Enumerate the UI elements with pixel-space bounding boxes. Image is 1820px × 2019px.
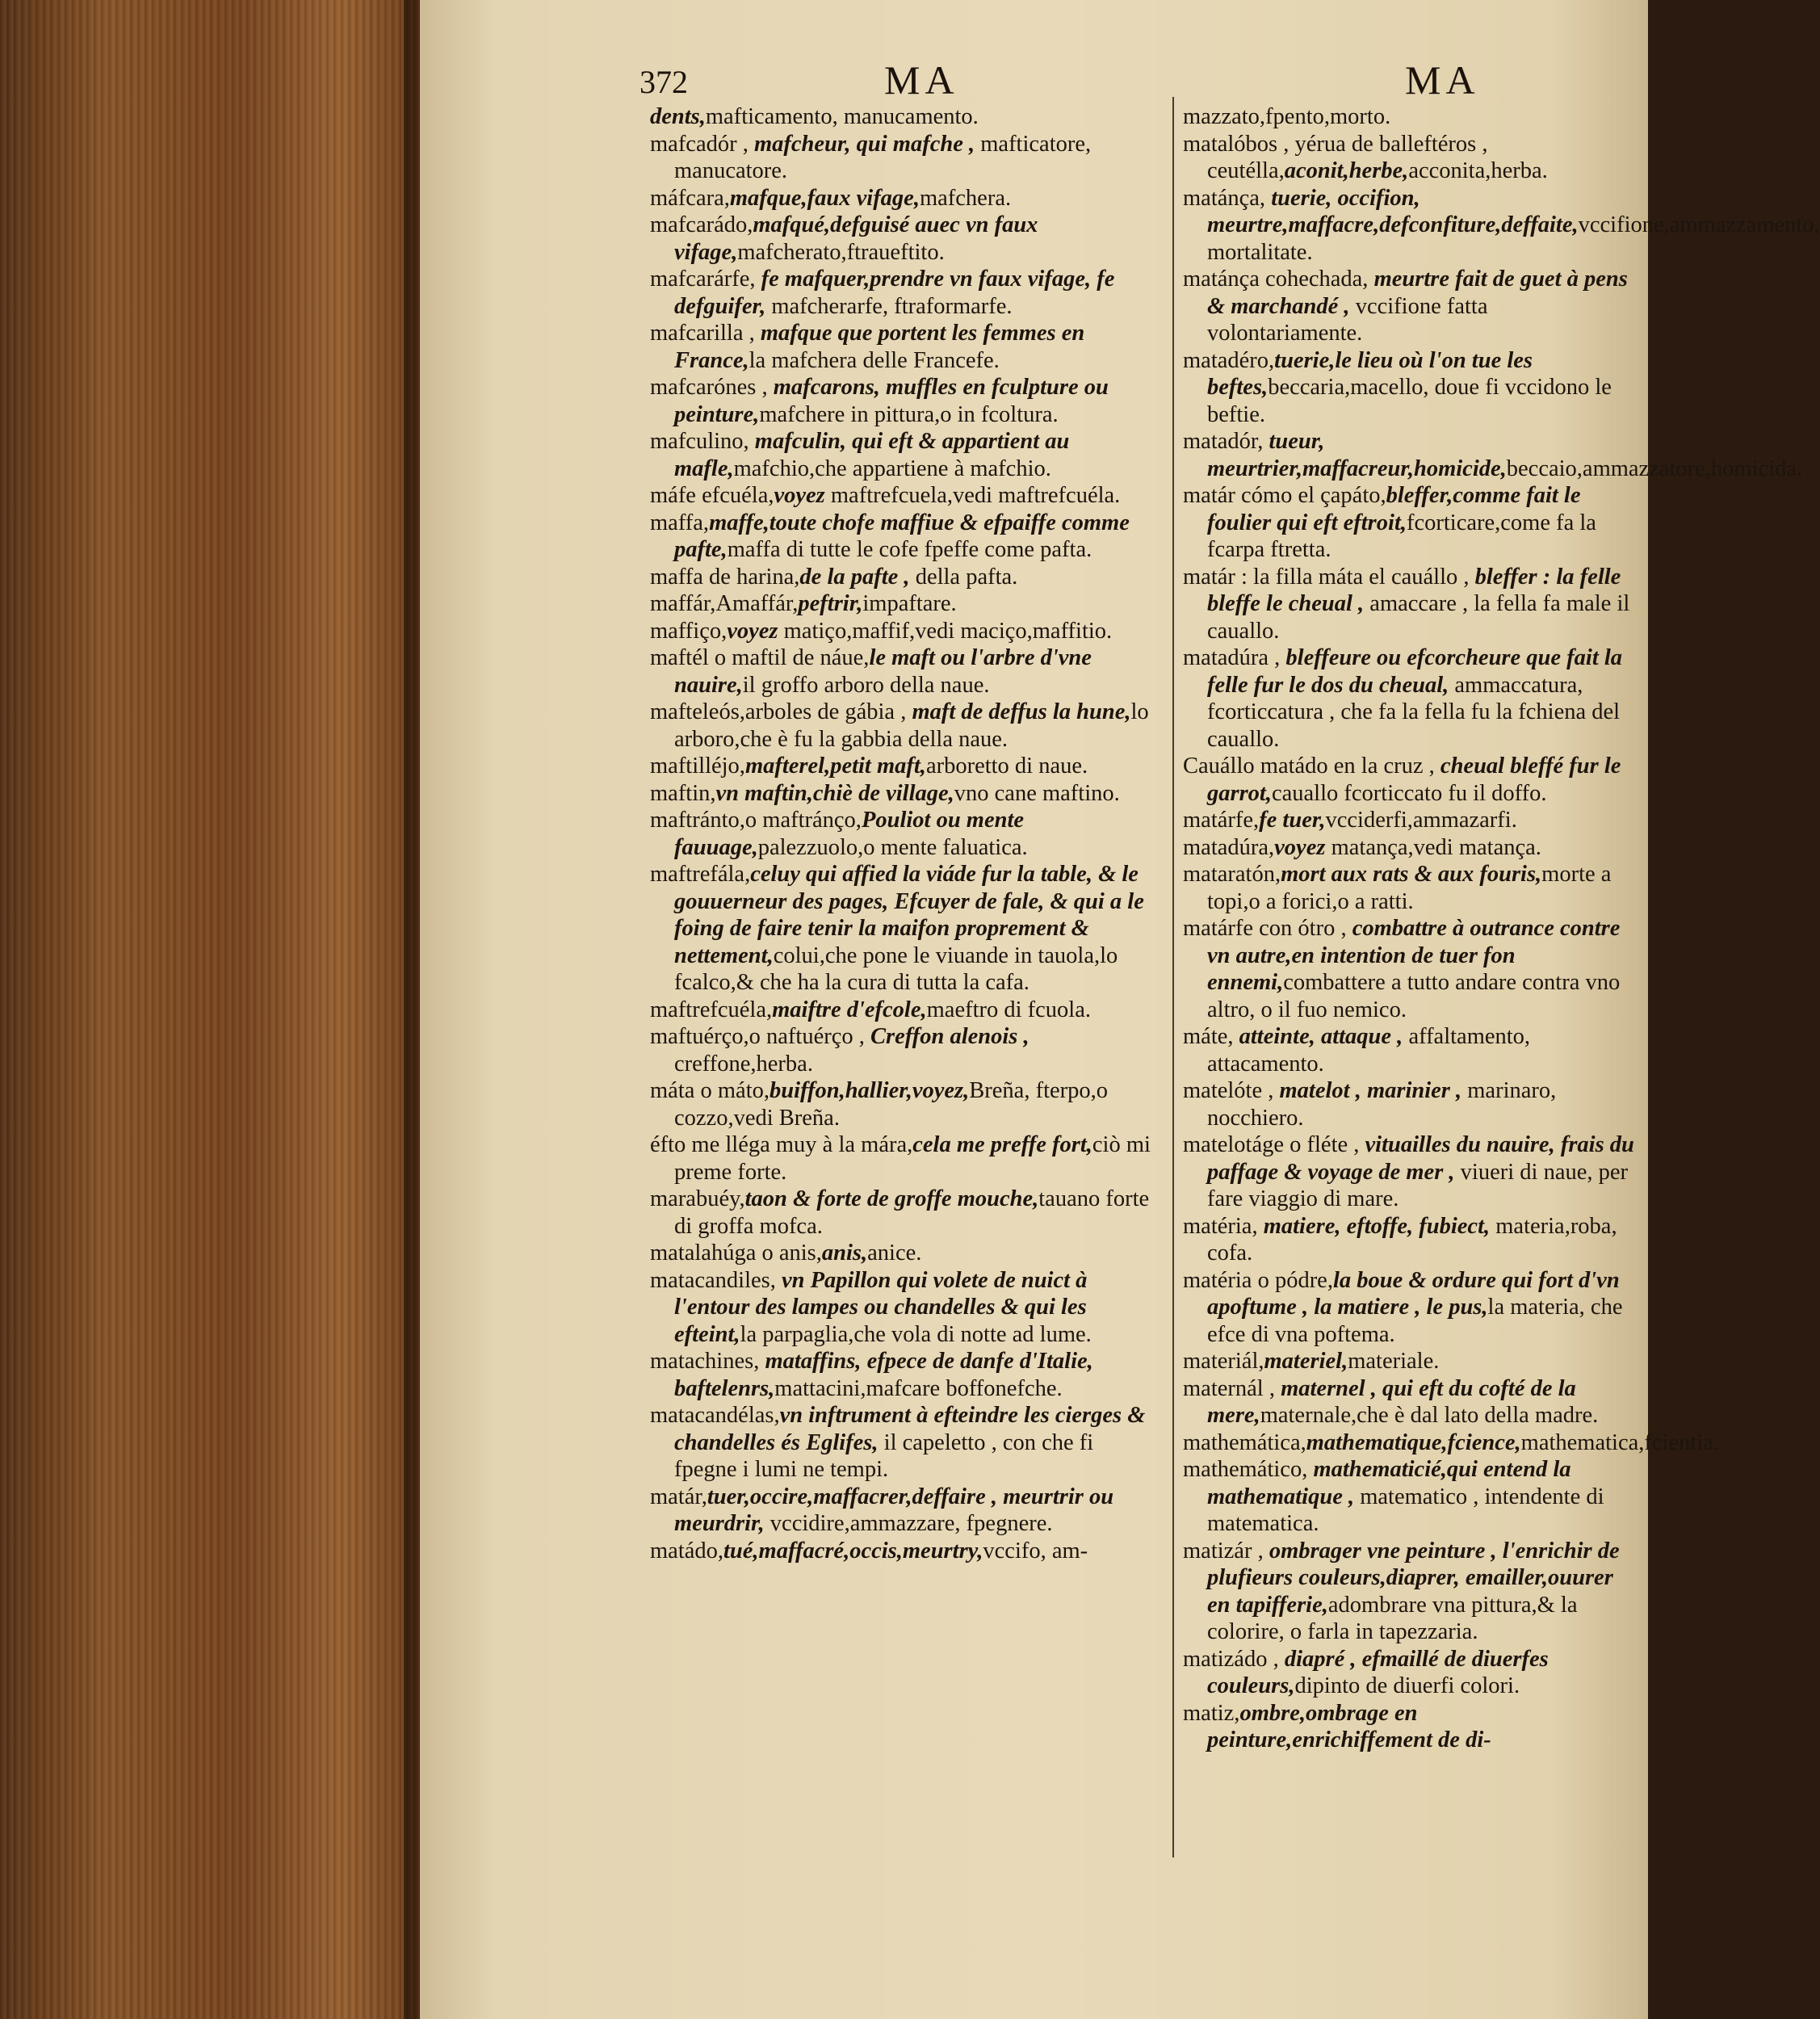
dictionary-entry xyxy=(650,618,1155,645)
french-gloss: tueur, meurtrier,maffacreur,homicide, xyxy=(1207,429,1507,481)
spanish-headword: matacandiles, xyxy=(650,1267,782,1293)
french-gloss: bleffer : la felle bleffe le cheual , xyxy=(1207,564,1621,616)
dictionary-entry xyxy=(650,482,1155,510)
spanish-headword: matelotáge o fléte , xyxy=(1183,1132,1365,1157)
dictionary-entry xyxy=(650,644,1155,699)
italian-gloss: beccaria,macello, doue fi vccidono le beftie. xyxy=(1207,375,1612,427)
dictionary-entry xyxy=(1183,1538,1635,1646)
french-gloss: le maft ou l'arbre d'vne nauire, xyxy=(674,645,1092,698)
italian-gloss: la mafchera delle Francefe. xyxy=(749,347,1000,373)
french-gloss: mafculin, qui eft & appartient au mafle, xyxy=(674,429,1070,481)
spanish-headword: maffiço, xyxy=(650,618,728,644)
spanish-headword: matárfe, xyxy=(1183,808,1260,833)
dictionary-entry xyxy=(1183,753,1635,807)
dictionary-entry xyxy=(1183,347,1635,429)
italian-gloss: dipinto de diuerfi colori. xyxy=(1294,1673,1520,1698)
dictionary-entry xyxy=(650,103,1155,131)
french-gloss: ombrager vne peinture , l'enrichir de plufieurs couleurs,diaprer, emailler,ouurer en tapifferie, xyxy=(1207,1538,1620,1618)
french-gloss: combattre à outrance contre vn autre,en intention de tuer fon ennemi, xyxy=(1207,916,1621,995)
italian-gloss: fcorticare,come fa la fcarpa ftretta. xyxy=(1207,510,1596,562)
italian-gloss: vccifione fatta volontariamente. xyxy=(1207,293,1488,346)
french-gloss: de la pafte , xyxy=(799,564,916,590)
french-gloss: dents, xyxy=(650,104,706,129)
dictionary-page xyxy=(420,0,1820,2019)
spanish-headword: matárfe con ótro , xyxy=(1183,916,1352,941)
dictionary-entry xyxy=(1183,644,1635,753)
dictionary-entry xyxy=(1183,1700,1635,1754)
italian-gloss: la materia, che efce di vna poftema. xyxy=(1207,1295,1623,1347)
french-gloss: tuer,occire,maffacrer,deffaire , meurtrir ou meurdrir, xyxy=(674,1484,1114,1536)
french-gloss: vituailles du nauire, frais du paffage & voyage de mer , xyxy=(1207,1132,1634,1185)
dictionary-entry xyxy=(1183,1456,1635,1538)
italian-gloss: ciò mi preme forte. xyxy=(674,1132,1151,1185)
french-gloss: Pouliot ou mente fauuage, xyxy=(674,808,1025,860)
dictionary-entry xyxy=(1183,131,1635,185)
spanish-headword: matizádo , xyxy=(1183,1646,1285,1672)
italian-gloss: morte a topi,o a forici,o a ratti. xyxy=(1207,862,1612,914)
spanish-headword: matár cómo el çapáto, xyxy=(1183,483,1386,508)
running-head-left: MA xyxy=(884,57,959,103)
dictionary-entry xyxy=(650,1484,1155,1538)
spanish-headword: máfe efcuéla, xyxy=(650,483,774,508)
italian-gloss: maftrefcuela,vedi maftrefcuéla. xyxy=(830,483,1121,508)
spanish-headword: matár : la filla máta el cauállo , xyxy=(1183,564,1475,590)
dictionary-entry xyxy=(1183,1429,1719,1457)
spanish-headword: matiz, xyxy=(1183,1700,1240,1726)
dictionary-entry xyxy=(650,590,1155,618)
french-gloss: voyez xyxy=(1274,834,1331,860)
italian-gloss: beccaio,ammazzatore,homicida. xyxy=(1506,455,1803,481)
dictionary-entry xyxy=(650,428,1155,482)
italian-gloss: materia,roba, cofa. xyxy=(1207,1213,1617,1266)
french-gloss: mathematique,fcience, xyxy=(1306,1429,1521,1455)
dictionary-entry xyxy=(650,1240,1155,1267)
italian-gloss: affaltamento, attacamento. xyxy=(1207,1024,1531,1077)
italian-gloss: vcciderfi,ammazarfi. xyxy=(1325,808,1517,833)
spanish-headword: matadúra , xyxy=(1183,645,1286,670)
dictionary-entry xyxy=(650,1538,1155,1565)
french-gloss: aconit,herbe, xyxy=(1284,158,1409,183)
spanish-headword: matadéro, xyxy=(1183,347,1275,373)
french-gloss: peftrir, xyxy=(798,591,863,616)
italian-gloss: la parpaglia,che vola di notte ad lume. xyxy=(740,1321,1092,1347)
italian-gloss: mattacini,mafcare boffonefche. xyxy=(774,1375,1063,1401)
dictionary-entry xyxy=(650,1402,1155,1484)
dictionary-entry xyxy=(650,997,1155,1024)
italian-gloss: mafticamento, manucamento. xyxy=(705,104,979,129)
spanish-headword: maffa de harina, xyxy=(650,564,800,590)
italian-gloss: mafchera. xyxy=(919,185,1012,211)
italian-gloss: della pafta. xyxy=(915,564,1018,590)
french-gloss: mathematicié,qui entend la mathematique , xyxy=(1207,1457,1571,1509)
dictionary-entry xyxy=(1183,103,1635,131)
spanish-headword: matachines, xyxy=(650,1349,765,1374)
dictionary-entry xyxy=(650,1077,1155,1131)
french-gloss: mafque,faux vifage, xyxy=(729,185,920,211)
spanish-headword: mathemática, xyxy=(1183,1429,1306,1455)
italian-gloss: vccifione,ammazzamento, mortalitate. xyxy=(1207,212,1820,265)
dictionary-entry xyxy=(650,861,1155,997)
french-gloss: voyez xyxy=(727,618,784,644)
dictionary-entry xyxy=(650,564,1155,591)
italian-gloss: tauano forte di groffa mofca. xyxy=(674,1186,1150,1239)
spanish-headword: mafcarónes , xyxy=(650,375,774,400)
spanish-headword: matéria o pódre, xyxy=(1183,1267,1333,1293)
spanish-headword: maftuérço,o naftuérço , xyxy=(650,1024,870,1049)
spanish-headword: maftilléjo, xyxy=(650,753,745,779)
italian-gloss: adombrare vna pittura,& la colorire, o farla in tapezzaria. xyxy=(1207,1592,1578,1644)
dictionary-entry xyxy=(1183,861,1635,915)
dictionary-entry xyxy=(650,131,1155,185)
running-head-right: MA xyxy=(1405,57,1480,103)
french-gloss: matiere, eftoffe, fubiect, xyxy=(1263,1213,1496,1239)
spanish-headword: Cauállo matádo en la cruz , xyxy=(1183,753,1440,779)
dictionary-entry xyxy=(650,212,1155,266)
spanish-headword: matánça cohechada, xyxy=(1183,267,1374,292)
spanish-headword: éfto me lléga muy à la mára, xyxy=(650,1132,913,1157)
italian-gloss: combattere a tutto andare contra vno altro, o il fuo nemico. xyxy=(1207,970,1621,1022)
dictionary-entry xyxy=(1183,1375,1635,1429)
dictionary-entry xyxy=(650,807,1155,861)
french-gloss: atteinte, attaque , xyxy=(1239,1024,1409,1049)
spanish-headword: mafcarádo, xyxy=(650,212,753,237)
french-gloss: mafcheur, qui mafche , xyxy=(753,131,981,157)
french-gloss: vn maftin,chiè de village, xyxy=(715,780,954,806)
italian-gloss: amaccare , la fella fa male il cauallo. xyxy=(1207,591,1630,644)
spanish-headword: maffár,Amaffár, xyxy=(650,591,799,616)
spanish-headword: matalóbos , yérua de balleftéros , ceutélla, xyxy=(1183,131,1488,183)
french-gloss: maternel , qui eft du cofté de la mere, xyxy=(1207,1375,1576,1428)
italian-gloss: creffone,herba. xyxy=(674,1051,813,1077)
italian-gloss: materiale. xyxy=(1348,1349,1440,1374)
french-gloss: buiffon,hallier,voyez, xyxy=(770,1078,970,1103)
french-gloss: ombre,ombrage en peinture,enrichiffement de di- xyxy=(1207,1700,1491,1752)
italian-gloss: mazzato,fpento,morto. xyxy=(1183,104,1391,129)
dictionary-entry xyxy=(650,1267,1155,1349)
spanish-headword: maftin, xyxy=(650,780,716,806)
italian-gloss: mafcherato,ftraueftito. xyxy=(737,239,945,265)
italian-gloss: vccidire,ammazzare, fpegnere. xyxy=(770,1511,1053,1536)
italian-gloss: arboretto di naue. xyxy=(925,753,1088,779)
french-gloss: maffe,toute chofe maffiue & efpaiffe comme pafte, xyxy=(674,510,1130,562)
french-gloss: fe mafquer,prendre vn faux vifage, fe defguifer, xyxy=(674,267,1115,319)
french-gloss: cheual bleffé fur le garrot, xyxy=(1207,753,1621,806)
right-column xyxy=(1183,103,1820,1754)
french-gloss: bleffer,comme fait le foulier qui eft eftroit, xyxy=(1207,483,1581,535)
spanish-headword: mafcarilla , xyxy=(650,321,761,346)
french-gloss: bleffeure ou efcorcheure que fait la felle fur le dos du cheual, xyxy=(1207,645,1623,698)
spanish-headword: maffa, xyxy=(650,510,710,535)
french-gloss: maiftre d'efcole, xyxy=(772,997,927,1022)
dictionary-entry xyxy=(650,1348,1155,1402)
spanish-headword: maftrefcuéla, xyxy=(650,997,773,1022)
french-gloss: tuerie, occifion, meurtre,maffacre,defconfiture,deffaite, xyxy=(1207,185,1579,237)
french-gloss: mafque que portent les femmes en France, xyxy=(674,321,1085,373)
spanish-headword: mataratón, xyxy=(1183,862,1281,887)
french-gloss: la boue & ordure qui fort d'vn apoftume , la matiere , le pus, xyxy=(1207,1267,1620,1320)
italian-gloss: il capeletto , con che fi fpegne i lumi ne tempi. xyxy=(674,1429,1094,1482)
spanish-headword: matadór, xyxy=(1183,429,1269,454)
spanish-headword: marabuéy, xyxy=(650,1186,745,1211)
spanish-headword: mafculino, xyxy=(650,429,755,454)
italian-gloss: mafticatore, manucatore. xyxy=(674,131,1092,183)
dictionary-entry xyxy=(650,753,1155,780)
italian-gloss: viueri di naue, per fare viaggio di mare. xyxy=(1207,1159,1629,1211)
italian-gloss: lo arboro,che è fu la gabbia della naue. xyxy=(674,699,1149,752)
left-column xyxy=(650,103,1155,1564)
french-gloss: mafcarons, muffles en fculpture ou peinture, xyxy=(674,375,1109,427)
italian-gloss: maeftro di fcuola. xyxy=(926,997,1091,1022)
spanish-headword: maftránto,o maftránço, xyxy=(650,808,862,833)
french-gloss: fe tuer, xyxy=(1259,808,1326,833)
dictionary-entry xyxy=(650,510,1155,564)
spanish-headword: maftél o maftil de náue, xyxy=(650,645,870,670)
italian-gloss: matança,vedi matança. xyxy=(1331,834,1541,860)
italian-gloss: mafcherarfe, ftraformarfe. xyxy=(771,293,1013,319)
spanish-headword: materiál, xyxy=(1183,1349,1264,1374)
spanish-headword: matacandélas, xyxy=(650,1403,780,1428)
italian-gloss: mathematica,fcientia. xyxy=(1520,1429,1719,1455)
french-gloss: taon & forte de groffe mouche, xyxy=(744,1186,1039,1211)
spanish-headword: matéria, xyxy=(1183,1213,1264,1239)
french-gloss: celuy qui affied la viáde fur la table, & le gouuerneur des pages, Efcuyer de fale, & qui a le foing de faire tenir la maifon proprement & nettement, xyxy=(674,862,1144,968)
french-gloss: materiel, xyxy=(1264,1349,1348,1374)
spanish-headword: máte, xyxy=(1183,1024,1239,1049)
spanish-headword: matizár , xyxy=(1183,1538,1269,1564)
french-gloss: anis, xyxy=(821,1240,868,1266)
dictionary-entry xyxy=(1183,428,1803,482)
italian-gloss: vno cane maftino. xyxy=(954,780,1120,806)
french-gloss: mataffins, efpece de danfe d'Italie, baftelenrs, xyxy=(674,1349,1093,1401)
italian-gloss: il groffo arboro della naue. xyxy=(742,672,990,698)
dictionary-entry xyxy=(1183,915,1635,1023)
dictionary-entry xyxy=(1183,1267,1635,1349)
dictionary-entry xyxy=(1183,564,1635,645)
italian-gloss: palezzuolo,o mente faluatica. xyxy=(757,834,1028,860)
italian-gloss: ammaccatura, fcorticcatura , che fa la fella fu la fchiena del cauallo. xyxy=(1207,672,1621,752)
spanish-headword: matádo, xyxy=(650,1538,724,1564)
italian-gloss: matematico , intendente di matematica. xyxy=(1207,1484,1604,1536)
italian-gloss: matiço,maffif,vedi maciço,maffitio. xyxy=(783,618,1113,644)
dictionary-entry xyxy=(1183,1213,1635,1267)
italian-gloss: maffa di tutte le cofe fpeffe come pafta. xyxy=(727,537,1092,562)
french-gloss: voyez xyxy=(774,483,831,508)
french-gloss: maft de deffus la hune, xyxy=(912,699,1131,724)
french-gloss: mort aux rats & aux fouris, xyxy=(1281,862,1542,887)
spanish-headword: matalahúga o anis, xyxy=(650,1240,822,1266)
spanish-headword: mafcarárfe, xyxy=(650,267,761,292)
dictionary-entry xyxy=(1183,807,1635,834)
french-gloss: matelot , marinier , xyxy=(1279,1078,1468,1103)
french-gloss: Creffon alenois , xyxy=(870,1024,1030,1049)
dictionary-entry xyxy=(650,780,1155,808)
french-gloss: mafqué,defguisé auec vn faux vifage, xyxy=(674,212,1038,265)
italian-gloss: maternale,che è dal lato della madre. xyxy=(1260,1403,1599,1428)
page-number: 372 xyxy=(640,64,688,100)
spanish-headword: maftrefála, xyxy=(650,862,751,887)
dictionary-entry xyxy=(650,185,1155,212)
spanish-headword: mafcadór , xyxy=(650,131,754,157)
dictionary-entry xyxy=(650,1131,1155,1186)
french-gloss: vn Papillon qui volete de nuict à l'entour des lampes ou chandelles & qui les efteint, xyxy=(674,1267,1088,1347)
italian-gloss: impaftare. xyxy=(862,591,957,616)
dictionary-entry xyxy=(1183,1077,1635,1131)
dictionary-entry xyxy=(1183,1348,1635,1375)
italian-gloss: mafchere in pittura,o in fcoltura. xyxy=(759,401,1059,427)
french-gloss: meurtre fait de guet à pens & marchandé , xyxy=(1207,267,1628,319)
dictionary-entry xyxy=(1183,1023,1635,1077)
dictionary-entry xyxy=(1183,266,1635,347)
spanish-headword: máta o máto, xyxy=(650,1078,770,1103)
dictionary-entry xyxy=(1183,482,1635,564)
italian-gloss: vccifo, am- xyxy=(983,1538,1088,1564)
dictionary-entry xyxy=(650,266,1155,320)
italian-gloss: marinaro, nocchiero. xyxy=(1207,1078,1557,1131)
italian-gloss: colui,che pone le viuande in tauola,lo fcalco,& che ha la cura di tutta la cafa. xyxy=(674,942,1118,995)
french-gloss: vn inftrument à efteindre les cierges & chandelles és Eglifes, xyxy=(674,1403,1146,1455)
dictionary-entry xyxy=(1183,185,1820,267)
italian-gloss: Breña, fterpo,o cozzo,vedi Breña. xyxy=(674,1078,1109,1131)
dictionary-entry xyxy=(1183,834,1635,862)
spanish-headword: matánça, xyxy=(1183,185,1272,211)
spanish-headword: matelóte , xyxy=(1183,1078,1280,1103)
spanish-headword: máfcara, xyxy=(650,185,730,211)
italian-gloss: mafchio,che appartiene à mafchio. xyxy=(733,455,1051,481)
spanish-headword: matár, xyxy=(650,1484,707,1509)
italian-gloss: cauallo fcorticcato fu il doffo. xyxy=(1271,780,1547,806)
spanish-headword: mathemático, xyxy=(1183,1457,1314,1482)
dictionary-entry xyxy=(650,374,1155,428)
book-spine-edge xyxy=(0,0,428,2019)
column-rule xyxy=(1172,97,1174,1857)
french-gloss: tué,maffacré,occis,meurtry, xyxy=(723,1538,983,1564)
dictionary-entry xyxy=(650,1023,1155,1077)
spanish-headword: maternál , xyxy=(1183,1375,1281,1401)
dictionary-entry xyxy=(1183,1131,1635,1213)
dictionary-entry xyxy=(650,1186,1155,1240)
dictionary-entry xyxy=(650,699,1155,753)
dictionary-entry xyxy=(1183,1646,1635,1700)
spanish-headword: mafteleós,arboles de gábia , xyxy=(650,699,912,724)
dictionary-entry xyxy=(650,320,1155,374)
italian-gloss: anice. xyxy=(867,1240,922,1266)
french-gloss: mafterel,petit maft, xyxy=(744,753,926,779)
french-gloss: cela me preffe fort, xyxy=(912,1132,1092,1157)
french-gloss: tuerie,le lieu où l'on tue les beftes, xyxy=(1207,347,1533,400)
italian-gloss: acconita,herba. xyxy=(1408,158,1548,183)
spanish-headword: matadúra, xyxy=(1183,834,1275,860)
french-gloss: diapré , efmaillé de diuerfes couleurs, xyxy=(1207,1646,1549,1698)
